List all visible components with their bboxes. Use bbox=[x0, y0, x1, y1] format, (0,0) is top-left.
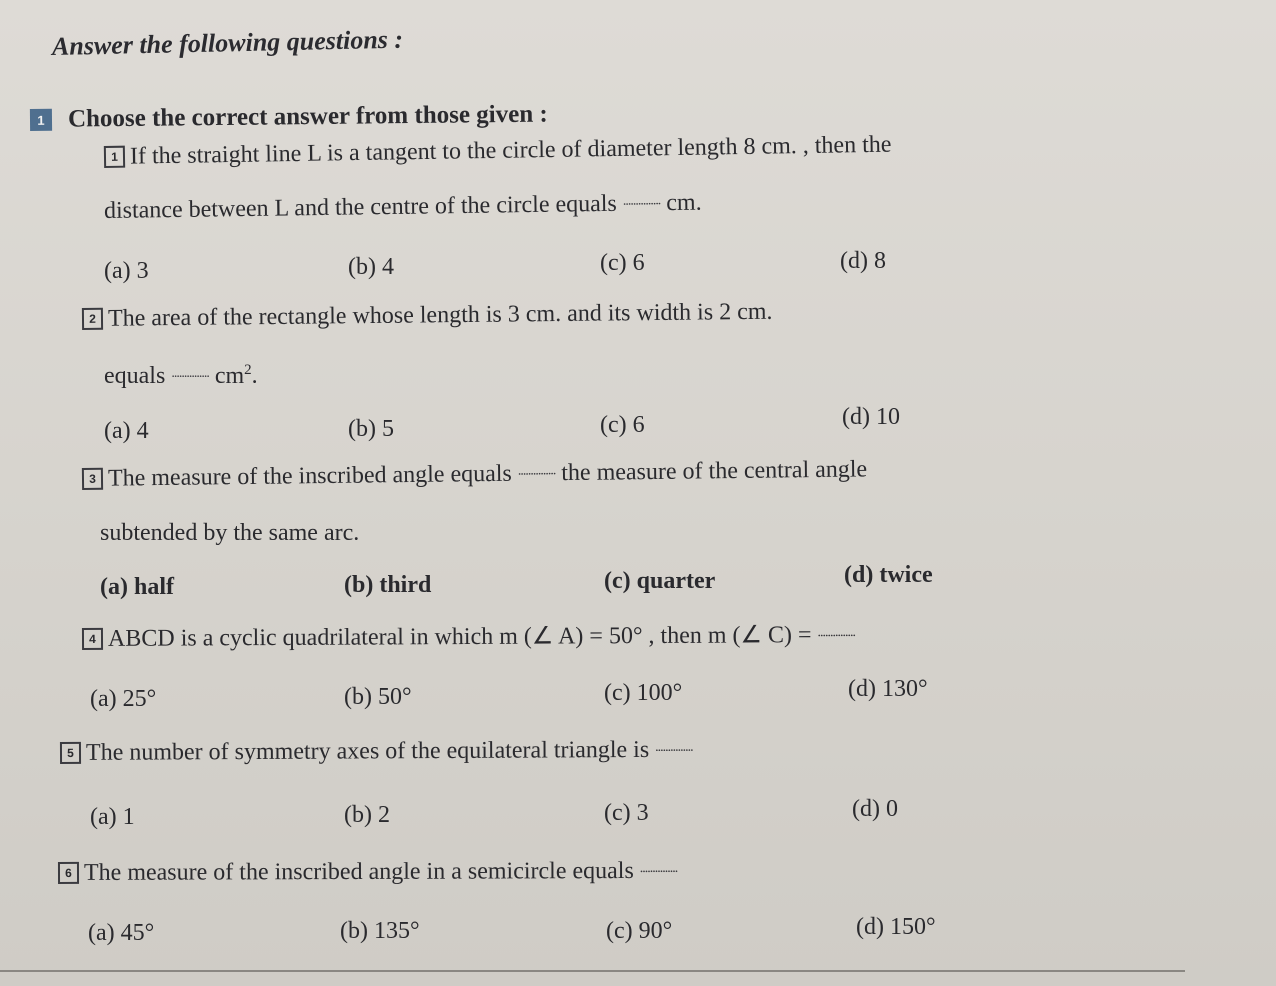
question-2-option-b: (b) 5 bbox=[348, 416, 394, 442]
question-6-blank: ............... bbox=[639, 860, 678, 876]
question-2-line-1 bbox=[82, 299, 773, 333]
question-1-unit: cm. bbox=[666, 189, 702, 217]
question-3-text: The measure of the inscribed angle equals bbox=[107, 460, 512, 492]
question-3-option-a: (a) half bbox=[100, 574, 174, 600]
question-4-option-a: (a) 25° bbox=[90, 686, 157, 712]
section-title: Choose the correct answer from those given : bbox=[67, 100, 548, 133]
question-3-option-b: (b) third bbox=[344, 572, 432, 598]
question-5-text: The number of symmetry axes of the equilateral triangle is bbox=[85, 736, 650, 766]
page-heading: Answer the following questions : bbox=[51, 24, 404, 61]
question-5-line-1 bbox=[60, 737, 693, 767]
question-3-text-2: the measure of the central angle bbox=[561, 456, 868, 487]
question-6-number: 6 bbox=[58, 862, 79, 884]
question-4-option-d: (d) 130° bbox=[848, 676, 928, 702]
section-header bbox=[30, 101, 548, 134]
question-2-option-a: (a) 4 bbox=[104, 418, 149, 444]
question-4-option-c: (c) 100° bbox=[604, 680, 683, 706]
question-1-option-c: (c) 6 bbox=[600, 250, 645, 276]
question-6-option-c: (c) 90° bbox=[606, 918, 673, 944]
question-3-line-2: subtended by the same arc. bbox=[100, 520, 360, 546]
question-3-line-1 bbox=[82, 456, 867, 493]
question-2-unit: cm bbox=[214, 363, 245, 389]
question-2-period: . bbox=[251, 363, 258, 389]
question-5-option-b: (b) 2 bbox=[344, 802, 390, 828]
question-1-option-b: (b) 4 bbox=[348, 254, 394, 280]
question-4-number: 4 bbox=[82, 628, 103, 650]
question-4-text: ABCD is a cyclic quadrilateral in which m (∠ A) = 50° , then m (∠ C) = bbox=[107, 622, 812, 652]
question-2-line-2 bbox=[104, 362, 258, 390]
question-6-option-b: (b) 135° bbox=[340, 918, 420, 944]
question-1-text-2: distance between L and the centre of the circle equals bbox=[103, 190, 617, 224]
question-5-number: 5 bbox=[60, 742, 81, 764]
question-3-option-c: (c) quarter bbox=[604, 568, 716, 594]
question-4-line-1 bbox=[82, 620, 855, 653]
question-4-blank: ............... bbox=[817, 624, 856, 641]
question-1-text: If the straight line L is a tangent to the circle of diameter length 8 cm. , then the bbox=[129, 131, 892, 170]
question-2-option-d: (d) 10 bbox=[842, 404, 900, 430]
question-6-option-a: (a) 45° bbox=[88, 920, 155, 946]
question-6-text: The measure of the inscribed angle in a semicircle equals bbox=[83, 857, 634, 886]
section-number-badge: 1 bbox=[30, 109, 52, 131]
question-2-text: The area of the rectangle whose length is 3 cm. and its width is 2 cm. bbox=[107, 298, 773, 332]
question-1-line-1 bbox=[104, 132, 892, 171]
question-3-option-d: (d) twice bbox=[844, 562, 933, 588]
question-4-option-b: (b) 50° bbox=[344, 684, 412, 710]
question-2-unit-exponent: 2 bbox=[244, 362, 252, 378]
question-1-blank: ............... bbox=[622, 193, 661, 209]
question-3-number: 3 bbox=[82, 468, 103, 490]
question-5-blank: ............... bbox=[655, 739, 693, 755]
question-1-option-d: (d) 8 bbox=[840, 248, 886, 274]
question-1-line-2 bbox=[104, 190, 702, 225]
bottom-divider bbox=[0, 970, 1185, 972]
question-2-blank: ............... bbox=[171, 366, 209, 381]
question-5-option-d: (d) 0 bbox=[852, 796, 898, 822]
question-2-text-2: equals bbox=[104, 363, 166, 389]
question-5-option-c: (c) 3 bbox=[604, 800, 649, 826]
question-6-option-d: (d) 150° bbox=[856, 914, 936, 940]
question-2-option-c: (c) 6 bbox=[600, 412, 645, 438]
question-6-line-1 bbox=[58, 858, 677, 887]
question-1-number: 1 bbox=[104, 146, 125, 168]
question-3-blank: ............... bbox=[517, 463, 556, 479]
question-5-option-a: (a) 1 bbox=[90, 804, 135, 830]
question-2-number: 2 bbox=[82, 308, 103, 330]
question-1-option-a: (a) 3 bbox=[104, 258, 149, 284]
